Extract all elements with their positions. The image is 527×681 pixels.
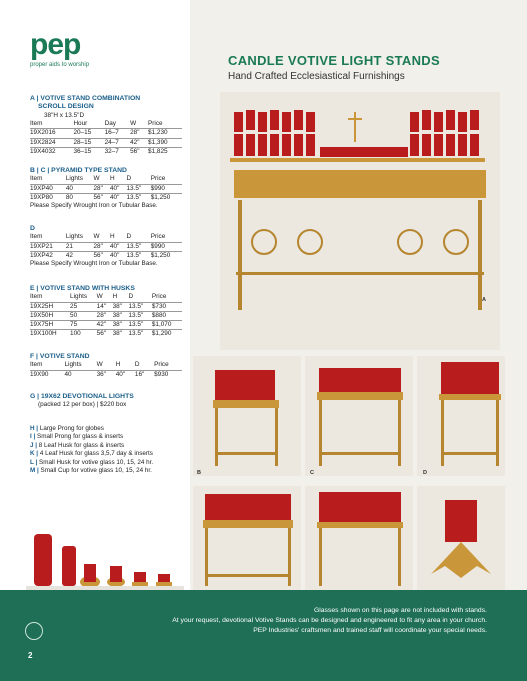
table-header-cell: D (134, 361, 140, 369)
table-header-cell: Item (30, 233, 43, 241)
table-header-cell: Lights (65, 233, 83, 241)
table-cell: 19X90 (30, 370, 64, 379)
table-cell: $880 (152, 311, 182, 320)
table-header-cell: Price (148, 120, 163, 128)
table-cell: 28" (94, 242, 111, 251)
table-cell: 13.5" (127, 193, 151, 202)
table-header-row (30, 120, 182, 129)
table-cell: 16" (135, 370, 154, 379)
table-cell: 19X2824 (30, 138, 73, 147)
table-row (30, 138, 182, 147)
table-cell: 40" (110, 251, 127, 260)
section-d-table (30, 233, 182, 260)
option-text: 8 Leaf Husk for glass & inserts (38, 441, 125, 449)
option-text: Small Prong for glass & inserts (37, 433, 124, 441)
table-cell: 100 (70, 330, 97, 339)
page-number: 2 (28, 651, 33, 660)
section-bc-table (30, 175, 182, 202)
table-cell: $1,290 (152, 330, 182, 339)
page-subtitle: Hand Crafted Ecclesiastical Furnishings (228, 71, 405, 82)
table-header-cell: Item (30, 293, 43, 301)
table-cell: 38" (113, 302, 129, 311)
table-cell: 13.5" (127, 242, 151, 251)
holders-illustration (26, 528, 184, 598)
stand-b-illustration (193, 356, 301, 476)
option-item (30, 467, 188, 475)
option-item (30, 433, 188, 441)
table-header-cell: Hour (73, 120, 88, 128)
section-g-title: G | 19X62 DEVOTIONAL LIGHTS (30, 393, 134, 400)
table-row (30, 370, 182, 379)
table-cell: $1,250 (151, 193, 182, 202)
table-header-cell: Price (151, 293, 167, 301)
option-letter: L | (30, 458, 39, 466)
table-cell: 13.5" (128, 330, 151, 339)
section-f-table (30, 361, 182, 378)
table-cell: $1,390 (148, 138, 182, 147)
table-row (30, 330, 182, 339)
options-list (30, 425, 188, 475)
table-header-cell: Price (150, 233, 166, 241)
table-row (30, 311, 182, 320)
table-header-cell: Item (30, 120, 43, 128)
photo-d (417, 356, 505, 476)
footer-text (67, 606, 487, 637)
table-row (30, 251, 182, 260)
table-cell: 13.5" (127, 184, 151, 193)
photo-b (193, 356, 301, 476)
section-e-title: E | VOTIVE STAND WITH HUSKS (30, 285, 135, 292)
table-cell: 42" (130, 138, 148, 147)
option-letter: K | (30, 450, 40, 458)
table-cell: $1,070 (152, 321, 182, 330)
table-cell: 56" (97, 330, 113, 339)
section-f (30, 353, 188, 379)
table-cell: 19X4032 (30, 147, 73, 156)
table-header-cell: Item (30, 175, 43, 183)
table-cell: 19X25H (30, 302, 70, 311)
option-letter: J | (30, 441, 39, 449)
table-header-cell: W (93, 175, 100, 183)
table-header-cell: H (110, 233, 115, 241)
stand-c-illustration (305, 356, 413, 476)
table-cell: 28" (130, 129, 148, 138)
stand-f-illustration (305, 486, 413, 590)
table-cell: 40" (110, 242, 127, 251)
table-header-cell: Price (154, 361, 169, 369)
section-d-title: D (30, 225, 35, 232)
table-header-cell: W (93, 233, 100, 241)
table-cell: 42 (66, 251, 94, 260)
section-a-table (30, 120, 182, 156)
table-cell: 38" (113, 321, 129, 330)
table-cell: 40" (110, 184, 127, 193)
table-cell: 28" (97, 311, 113, 320)
table-row (30, 321, 182, 330)
table-cell: 40 (64, 370, 96, 379)
table-cell: $930 (154, 370, 182, 379)
table-cell: 28–15 (73, 138, 104, 147)
table-cell: 56" (94, 251, 111, 260)
table-header-cell: Lights (65, 175, 83, 183)
logo-word: pep (30, 28, 81, 61)
table-cell: 24–7 (105, 138, 131, 147)
table-header-cell: Lights (70, 293, 88, 301)
option-item (30, 442, 188, 450)
table-header-cell: H (115, 361, 121, 369)
section-g (30, 393, 188, 410)
pep-logo (30, 30, 89, 68)
table-cell: 42" (97, 321, 113, 330)
option-item (30, 459, 188, 467)
table-cell: 40" (110, 193, 127, 202)
option-text: Large Prong for globes (39, 425, 104, 432)
table-cell: 19X75H (30, 321, 70, 330)
seal-icon (25, 622, 43, 640)
photo-hm (26, 528, 184, 598)
photo-b-label: B (197, 470, 201, 476)
section-bc-title: B | C | PYRAMID TYPE STAND (30, 167, 127, 174)
stand-d-illustration (417, 356, 505, 476)
table-cell: 38" (113, 311, 129, 320)
table-cell: 50 (70, 311, 97, 320)
table-cell: 13.5" (127, 251, 151, 260)
option-text: Small Husk for votive glass 10, 15, 24 hr. (39, 458, 154, 466)
page-title: CANDLE VOTIVE LIGHT STANDS (228, 53, 440, 68)
table-cell: $990 (151, 184, 182, 193)
stand-a-illustration (220, 92, 500, 350)
table-row (30, 129, 182, 138)
table-cell: $730 (152, 302, 182, 311)
table-row (30, 302, 182, 311)
table-cell: $1,250 (151, 251, 182, 260)
table-cell: 28" (94, 184, 111, 193)
table-cell: 40 (66, 184, 94, 193)
table-cell: 19X100H (30, 330, 70, 339)
table-header-cell: D (126, 233, 132, 241)
table-cell: 36–15 (73, 147, 104, 156)
table-cell: 13.5" (128, 311, 151, 320)
table-cell: 80 (66, 193, 94, 202)
photo-c (305, 356, 413, 476)
table-header-row (30, 175, 182, 184)
option-item (30, 425, 188, 433)
table-cell: 19XP80 (30, 193, 66, 202)
footer-line1: Glasses shown on this page are not included with stands. (313, 607, 487, 614)
footer-band (0, 590, 527, 681)
logo-tagline: proper aids to worship (30, 62, 90, 68)
section-d-note: Please Specify Wrought Iron or Tubular Base. (30, 260, 158, 268)
table-row (30, 184, 182, 193)
table-header-cell: W (96, 361, 103, 369)
table-header-row (30, 293, 182, 302)
table-cell: 19XP40 (30, 184, 66, 193)
table-row (30, 193, 182, 202)
table-cell: 32–7 (105, 147, 131, 156)
table-header-cell: D (126, 175, 132, 183)
option-letter: M | (30, 467, 41, 475)
section-a-title: A | VOTIVE STAND COMBINATION (30, 95, 141, 102)
table-cell: 75 (70, 321, 97, 330)
table-cell: 16–7 (105, 129, 131, 138)
table-cell: 19XP21 (30, 242, 66, 251)
table-header-row (30, 233, 182, 242)
table-cell: 19XP42 (30, 251, 66, 260)
table-row (30, 147, 182, 156)
table-header-cell: H (112, 293, 118, 301)
photo-d-label: D (423, 470, 427, 476)
table-cell: 19X50H (30, 311, 70, 320)
table-cell: 56" (130, 147, 148, 156)
table-cell: 14" (97, 302, 113, 311)
table-cell: 13.5" (128, 302, 151, 311)
table-header-cell: Item (30, 361, 43, 369)
photo-c-label: C (310, 470, 314, 476)
table-row (30, 242, 182, 251)
section-d (30, 225, 188, 268)
table-header-cell: D (128, 293, 134, 301)
table-cell: 38" (113, 330, 129, 339)
section-g-sub: (packed 12 per box) | $220 box (38, 401, 127, 409)
table-cell: 21 (66, 242, 94, 251)
option-text: 4 Leaf Husk for glass 3,5,7 day & inserts (39, 450, 153, 458)
table-cell: 19X2016 (30, 129, 73, 138)
section-a-sub: 38"H x 13.5"D (44, 111, 85, 119)
section-e (30, 285, 188, 338)
section-bc (30, 167, 188, 210)
table-cell: $1,825 (148, 147, 182, 156)
photo-a (220, 92, 500, 350)
section-a-title2: SCROLL DESIGN (38, 103, 94, 111)
table-cell: 36" (97, 370, 116, 379)
table-header-cell: H (110, 175, 115, 183)
table-cell: $1,230 (148, 129, 182, 138)
footer-line2: At your request, devotional Votive Stands can be designed and engineered to fit any area in your church. (172, 617, 487, 625)
section-e-table (30, 293, 182, 338)
table-header-cell: Lights (64, 361, 82, 369)
stand-e-illustration (193, 486, 301, 590)
table-header-cell: Day (104, 120, 116, 128)
table-cell: $990 (151, 242, 182, 251)
table-header-cell: Price (150, 175, 166, 183)
option-text: Small Cup for votive glass 10, 15, 24 hr. (40, 467, 152, 475)
option-letter: I | (30, 433, 38, 441)
section-f-title: F | VOTIVE STAND (30, 353, 90, 360)
section-a (30, 95, 188, 156)
table-cell: 25 (70, 302, 97, 311)
option-letter: H | (30, 425, 40, 432)
option-item (30, 450, 188, 458)
table-cell: 56" (94, 193, 111, 202)
table-cell: 13.5" (128, 321, 151, 330)
section-bc-note: Please Specify Wrought Iron or Tubular Base. (30, 202, 158, 210)
table-header-row (30, 361, 182, 370)
table-header-cell: W (130, 120, 137, 128)
table-header-cell: W (96, 293, 103, 301)
photo-a-label: A (482, 297, 486, 303)
footer-line3: PEP Industries' craftsmen and trained staff will coordinate your special needs. (253, 627, 487, 635)
husk-g-illustration (417, 486, 505, 590)
table-cell: 20–15 (73, 129, 104, 138)
table-cell: 40" (116, 370, 135, 379)
